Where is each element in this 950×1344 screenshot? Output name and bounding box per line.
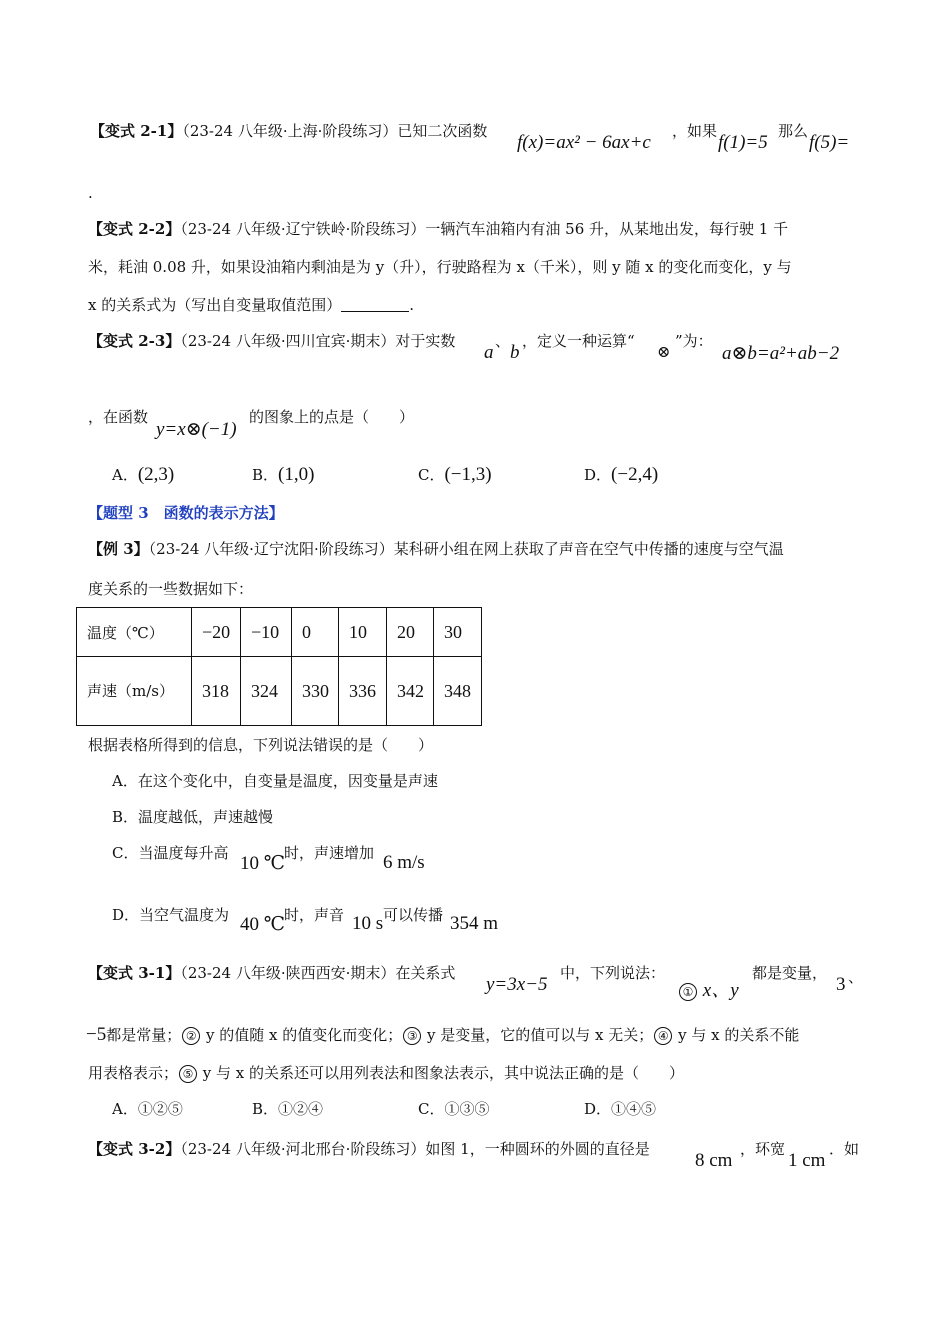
table-header: 温度（℃） xyxy=(77,608,192,657)
question-text: ，如果 xyxy=(672,122,718,140)
table-cell: 348 xyxy=(434,657,482,726)
math-value: 10 s xyxy=(352,913,384,934)
period: . xyxy=(409,296,415,314)
variant-3-1-line1 xyxy=(88,962,455,983)
table-row xyxy=(77,657,482,726)
section-heading: 【题型 3 函数的表示方法】 xyxy=(88,504,284,522)
example-label: 【例 3】 xyxy=(88,540,149,558)
math-value: 10 ℃ xyxy=(240,853,286,874)
question-text: 都是变量， xyxy=(752,964,828,982)
variant-source: （23-24 八年级·辽宁铁岭·阶段练习） xyxy=(180,220,426,238)
variant-2-2-line1 xyxy=(88,218,788,239)
question-text: 的图象上的点是（ ） xyxy=(249,408,415,426)
question-text: ，环宽 xyxy=(740,1140,786,1158)
option-c[interactable]: C．当温度每升高 xyxy=(112,844,229,862)
math-function: f(x)=ax² − 6ax+c xyxy=(517,132,651,153)
variant-2-1-line1 xyxy=(90,120,487,141)
math-value: 354 m xyxy=(450,913,499,934)
option-d-text: 可以传播 xyxy=(383,906,444,924)
variant-label: 【变式 2-2】 xyxy=(88,220,181,238)
option-d-text: 时，声音 xyxy=(284,906,345,924)
math-var-b: b xyxy=(510,342,520,363)
option-c[interactable]: C．(−1,3) xyxy=(418,464,492,485)
math-operator: ⊗ xyxy=(657,344,671,361)
separator: 、 xyxy=(495,332,511,350)
variant-source: （23-24 八年级·四川宜宾·期末） xyxy=(180,332,396,350)
variant-2-2-line2: 米，耗油 0.08 升，如果设油箱内剩油是为 y（升），行驶路程为 x（千米），则 y 随 x 的变化而变化，y 与 xyxy=(88,258,792,276)
table-cell: 20 xyxy=(387,608,434,657)
table-cell: 318 xyxy=(192,657,241,726)
question-text: 如图 1，一种圆环的外圆的直径是 xyxy=(425,1140,650,1158)
period: . xyxy=(88,184,93,202)
question-text: 一辆汽车油箱内有油 56 升，从某地出发，每行驶 1 千 xyxy=(425,220,789,238)
answer-blank[interactable] xyxy=(341,297,409,312)
table-cell: 342 xyxy=(387,657,434,726)
question-text: 那么 xyxy=(778,122,809,140)
question-text: 某科研小组在网上获取了声音在空气中传播的速度与空气温 xyxy=(393,540,784,558)
option-d[interactable]: D．(−2,4) xyxy=(584,464,659,485)
question-text: ，在函数 xyxy=(88,408,149,426)
math-value: 6 m/s xyxy=(383,852,425,873)
math-value: 3 xyxy=(836,974,846,995)
variant-source: （23-24 八年级·河北邢台·阶段练习） xyxy=(180,1140,426,1158)
table-cell: 330 xyxy=(292,657,339,726)
variant-source: （23-24 八年级·陕西西安·期末） xyxy=(180,964,396,982)
data-table xyxy=(76,607,482,726)
statement-1: ① x、y xyxy=(678,975,739,1002)
math-function: y=x⊗(−1) xyxy=(156,419,237,440)
option-b[interactable]: B．温度越低，声速越慢 xyxy=(112,808,274,826)
option-a[interactable]: A．(2,3) xyxy=(112,464,175,485)
question-text: x 的关系式为（写出自变量取值范围） xyxy=(88,296,342,314)
math-ask: f(5)= xyxy=(809,132,850,153)
math-value: 1 cm xyxy=(788,1150,826,1171)
question-text: 在关系式 xyxy=(395,964,456,982)
table-cell: 10 xyxy=(339,608,387,657)
example-3-line1 xyxy=(88,538,784,559)
option-c-text: 时，声速增加 xyxy=(284,844,375,862)
option-a[interactable]: A．①②⑤ xyxy=(112,1100,183,1118)
math-function: y=3x−5 xyxy=(486,974,548,995)
example-3-line2: 度关系的一些数据如下： xyxy=(88,580,254,598)
table-row xyxy=(77,608,482,657)
question-text: ”为： xyxy=(675,332,713,350)
variant-3-1-line3: 用表格表示； ⑤ y 与 x 的关系还可以用列表法和图象法表示，其中说法正确的是（ ） xyxy=(88,1064,685,1082)
variant-label: 【变式 2-3】 xyxy=(88,332,181,350)
variant-2-3-line1 xyxy=(88,330,455,351)
variant-label: 【变式 3-1】 xyxy=(88,964,181,982)
table-cell: 0 xyxy=(292,608,339,657)
question-text: 对于实数 xyxy=(395,332,456,350)
variant-2-2-line3 xyxy=(88,294,414,315)
question-text: ，定义一种运算“ xyxy=(522,332,635,350)
question-text: 中，下列说法： xyxy=(560,964,666,982)
table-cell: −20 xyxy=(192,608,241,657)
option-c[interactable]: C．①③⑤ xyxy=(418,1100,490,1118)
option-d[interactable]: D．①④⑤ xyxy=(584,1100,657,1118)
option-a[interactable]: A．在这个变化中，自变量是温度，因变量是声速 xyxy=(112,772,438,790)
question-text: 根据表格所得到的信息，下列说法错误的是（ ） xyxy=(88,736,434,754)
math-value: 40 ℃ xyxy=(240,914,286,935)
separator: 、 xyxy=(848,968,864,986)
math-definition: a⊗b=a²+ab−2 xyxy=(722,343,840,364)
math-condition: f(1)=5 xyxy=(718,132,768,153)
variant-label: 【变式 2-1】 xyxy=(90,122,183,140)
math-var-a: a xyxy=(484,342,494,363)
variant-source: （23-24 八年级·上海·阶段练习） xyxy=(182,122,398,140)
question-text: 已知二次函数 xyxy=(397,122,488,140)
option-b[interactable]: B．①②④ xyxy=(252,1100,324,1118)
table-cell: 30 xyxy=(434,608,482,657)
table-cell: −10 xyxy=(241,608,292,657)
table-cell: 336 xyxy=(339,657,387,726)
example-source: （23-24 八年级·辽宁沈阳·阶段练习） xyxy=(148,540,394,558)
option-d[interactable]: D．当空气温度为 xyxy=(112,906,230,924)
variant-3-1-line2: −5都是常量； ② y 的值随 x 的值变化而变化； ③ y 是变量，它的值可以与 x 无关； ④ y 与 x 的关系不能 xyxy=(86,1024,800,1045)
variant-3-2-line1 xyxy=(88,1138,650,1159)
table-header: 声速（m/s） xyxy=(77,657,192,726)
variant-label: 【变式 3-2】 xyxy=(88,1140,181,1158)
table-cell: 324 xyxy=(241,657,292,726)
option-b[interactable]: B．(1,0) xyxy=(252,464,315,485)
question-text: ．如 xyxy=(829,1140,860,1158)
math-value: 8 cm xyxy=(695,1150,733,1171)
